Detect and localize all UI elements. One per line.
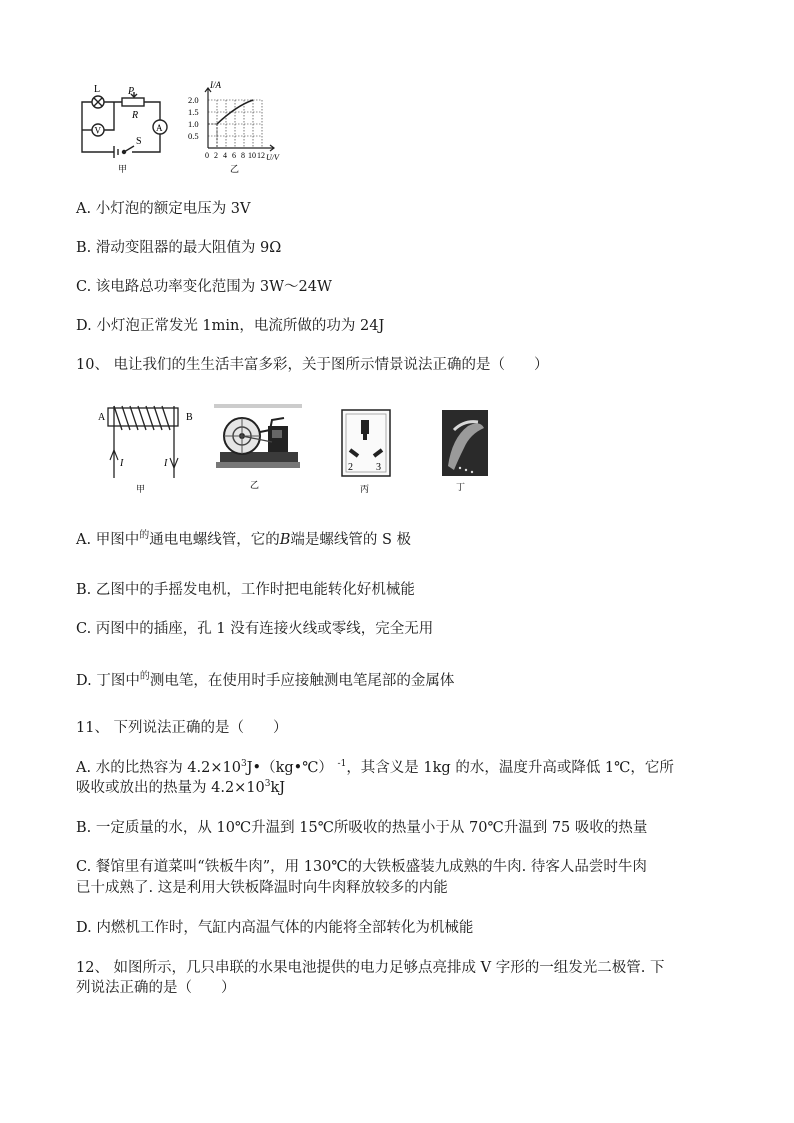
- switch-label: S: [136, 136, 142, 147]
- graph-ytick: 2.0: [188, 95, 199, 105]
- q9-option-a: A. 小灯泡的额定电压为 3V: [76, 201, 251, 217]
- graph-xtick: 8: [241, 151, 245, 160]
- graph-xtick: 0: [205, 151, 209, 160]
- q10-option-d: D. 丁图中$^的$测电笔，在使用时手应接触测电笔尾部的金属体: [76, 671, 455, 689]
- graph-xtick: 4: [223, 151, 227, 160]
- iu-graph: [178, 78, 286, 176]
- q9-option-b: B. 滑动变阻器的最大阻值为 9Ω: [76, 240, 282, 256]
- graph-xlabel: U/V: [266, 153, 279, 162]
- solenoid-caption: 甲: [136, 484, 146, 494]
- ammeter-label: A: [156, 123, 163, 133]
- socket-caption: 丙: [360, 484, 370, 494]
- resistor-label: R: [132, 110, 139, 121]
- q10-option-a: A. 甲图中$^的$通电电螺线管，它的B端是螺线管的 S 极: [76, 530, 412, 548]
- q11-option-a-line1: A. 水的比热容为 $4.2\times 10^3J•(kg•℃)$ $^{-1}$，其含义是 1kg 的水，温度升高或降低 1℃，它所: [76, 759, 674, 776]
- socket-hole-2: 2: [348, 462, 353, 473]
- graph-ytick: 1.5: [188, 107, 199, 117]
- test-pen-figure: [440, 408, 490, 494]
- q11-option-c-line1: C. 餐馆里有道菜叫“铁板牛肉”，用 130℃的大铁板盛装九成熟的牛肉. 待客人品尝时牛肉: [76, 859, 647, 875]
- circuit-caption: 甲: [118, 164, 128, 174]
- q10-option-c: C. 丙图中的插座，孔 1 没有连接火线或零线，完全无用: [76, 621, 434, 637]
- socket-figure: [340, 408, 392, 498]
- graph-caption: 乙: [230, 164, 240, 174]
- slider-label: P: [128, 86, 135, 97]
- q10-stem: 10、 电让我们的生生活丰富多彩，关于图所示情景说法正确的是（ ）: [76, 357, 549, 373]
- graph-ytick: 0.5: [188, 131, 199, 141]
- solenoid-end-b: B: [186, 412, 193, 423]
- current-label: I: [120, 458, 124, 469]
- q11-stem: 11、 下列说法正确的是（ ）: [76, 720, 288, 736]
- tester-caption: 丁: [456, 482, 466, 492]
- current-label: I: [164, 458, 168, 469]
- q12-stem-line2: 列说法正确的是（ ）: [76, 980, 236, 996]
- graph-xtick: 6: [232, 151, 236, 160]
- graph-xtick: 2: [214, 151, 218, 160]
- q9-option-c: C. 该电路总功率变化范围为 3W～24W: [76, 279, 332, 295]
- q11-option-a-line2: 吸收或放出的热量为 $4.2\times 10^3kJ$: [76, 779, 286, 796]
- hand-generator-figure: [212, 402, 304, 494]
- solenoid-end-a: A: [98, 412, 106, 423]
- graph-xtick: 12: [257, 151, 265, 160]
- socket-hole-3: 3: [376, 462, 381, 473]
- graph-ylabel: I/A: [210, 80, 221, 90]
- q11-option-c-line2: 已十成熟了. 这是利用大铁板降温时向牛肉释放较多的内能: [76, 880, 448, 896]
- q11-option-d: D. 内燃机工作时，气缸内高温气体的内能将全部转化为机械能: [76, 920, 474, 936]
- solenoid-figure: [92, 404, 198, 496]
- q9-option-d: D. 小灯泡正常发光 1min，电流所做的功为 24J: [76, 318, 385, 334]
- graph-ytick: 1.0: [188, 119, 199, 129]
- lamp-label: L: [94, 84, 101, 95]
- q10-option-b: B. 乙图中的手摇发电机，工作时把电能转化好机械能: [76, 582, 415, 598]
- voltmeter-label: V: [94, 125, 101, 136]
- q12-stem-line1: 12、 如图所示，几只串联的水果电池提供的电力足够点亮排成 V 字形的一组发光二极管. 下: [76, 960, 665, 976]
- circuit-diagram: [74, 84, 186, 176]
- generator-caption: 乙: [250, 480, 260, 490]
- graph-xtick: 10: [248, 151, 256, 160]
- q11-option-b: B. 一定质量的水，从 10℃升温到 15℃所吸收的热量小于从 70℃升温到 75 吸收的热量: [76, 820, 648, 836]
